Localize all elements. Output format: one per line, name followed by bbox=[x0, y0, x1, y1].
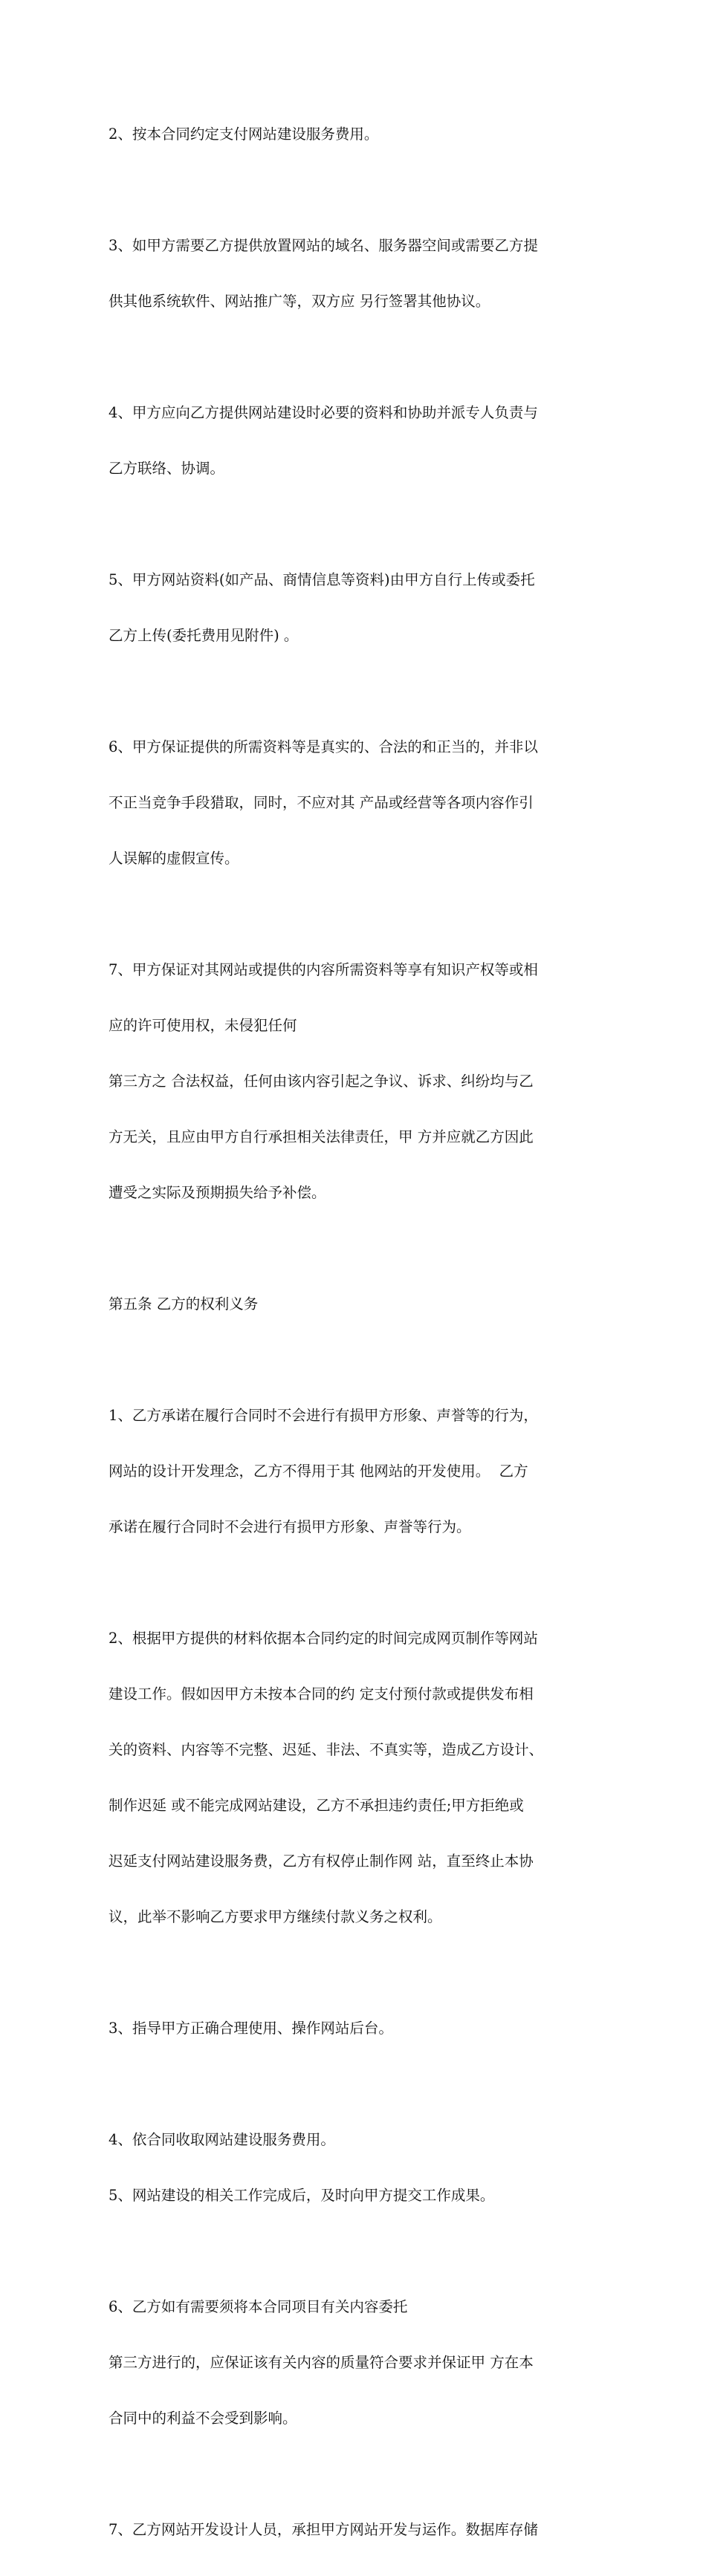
text-line: 建设工作。假如因甲方未按本合同的约 定支付预付款或提供发布相 bbox=[109, 1685, 534, 1702]
text-line: 3、如甲方需要乙方提供放置网站的域名、服务器空间或需要乙方提 bbox=[109, 237, 538, 254]
text-line: 5、甲方网站资料(如产品、商情信息等资料)由甲方自行上传或委托 bbox=[109, 571, 535, 588]
paragraph-obligation-4-5 bbox=[109, 2093, 606, 2242]
text-line: 乙方上传(委托费用见附件) 。 bbox=[109, 627, 299, 644]
text-line: 7、甲方保证对其网站或提供的内容所需资料等享有知识产权等或相 bbox=[109, 961, 538, 978]
text-line: 应的许可使用权，未侵犯任何 bbox=[109, 1017, 297, 1034]
text-line: 第五条 乙方的权利义务 bbox=[109, 1295, 259, 1313]
paragraph-item-2 bbox=[109, 88, 606, 180]
text-line: 网站的设计开发理念，乙方不得用于其 他网站的开发使用。 乙方 bbox=[109, 1463, 528, 1480]
text-line: 议，此举不影响乙方要求甲方继续付款义务之权利。 bbox=[109, 1908, 442, 1925]
paragraph-item-3 bbox=[109, 199, 606, 348]
text-line: 制作迟延 或不能完成网站建设，乙方不承担违约责任;甲方拒绝或 bbox=[109, 1797, 524, 1814]
paragraph-obligation-2 bbox=[109, 1592, 606, 1963]
text-line: 2、根据甲方提供的材料依据本合同约定的时间完成网页制作等网站 bbox=[109, 1630, 538, 1647]
text-line: 承诺在履行合同时不会进行有损甲方形象、声誉等行为。 bbox=[109, 1518, 471, 1535]
paragraph-item-4 bbox=[109, 366, 606, 515]
text-line: 迟延支付网站建设服务费，乙方有权停止制作网 站，直至终止本协 bbox=[109, 1853, 534, 1870]
document-page bbox=[109, 88, 606, 2576]
text-line: 方无关，且应由甲方自行承担相关法律责任，甲 方并应就乙方因此 bbox=[109, 1128, 534, 1145]
text-line: 6、甲方保证提供的所需资料等是真实的、合法的和正当的，并非以 bbox=[109, 738, 538, 755]
text-line: 7、乙方网站开发设计人员，承担甲方网站开发与运作。数据库存储 bbox=[109, 2521, 538, 2538]
paragraph-obligation-3 bbox=[109, 1982, 606, 2075]
text-line: 第三方进行的，应保证该有关内容的质量符合要求并保证甲 方在本 bbox=[109, 2354, 534, 2371]
paragraph-item-5 bbox=[109, 533, 606, 682]
text-line: 供其他系统软件、网站推广等，双方应 另行签署其他协议。 bbox=[109, 293, 490, 310]
text-line: 不正当竞争手段猎取，同时，不应对其 产品或经营等各项内容作引 bbox=[109, 794, 534, 811]
text-line: 人误解的虚假宣传。 bbox=[109, 850, 239, 867]
section-heading bbox=[109, 1258, 606, 1350]
text-line: 3、指导甲方正确合理使用、操作网站后台。 bbox=[109, 2020, 393, 2037]
paragraph-item-6 bbox=[109, 700, 606, 905]
text-line: 遭受之实际及预期损失给予补偿。 bbox=[109, 1184, 326, 1201]
text-line: 6、乙方如有需要须将本合同项目有关内容委托 bbox=[109, 2298, 408, 2315]
text-line: 5、网站建设的相关工作完成后，及时向甲方提交工作成果。 bbox=[109, 2187, 495, 2204]
text-line: 4、依合同收取网站建设服务费用。 bbox=[109, 2131, 335, 2148]
paragraph-obligation-1 bbox=[109, 1369, 606, 1573]
text-line: 1、乙方承诺在履行合同时不会进行有损甲方形象、声誉等的行为， bbox=[109, 1407, 538, 1424]
paragraph-obligation-7 bbox=[109, 2483, 606, 2576]
text-line: 第三方之 合法权益，任何由该内容引起之争议、诉求、纠纷均与乙 bbox=[109, 1073, 534, 1090]
text-line: 2、按本合同约定支付网站建设服务费用。 bbox=[109, 126, 379, 143]
text-line: 关的资料、内容等不完整、迟延、非法、不真实等，造成乙方设计、 bbox=[109, 1741, 544, 1758]
paragraph-obligation-6 bbox=[109, 2260, 606, 2465]
text-line: 4、甲方应向乙方提供网站建设时必要的资料和协助并派专人负责与 bbox=[109, 404, 538, 421]
paragraph-item-7 bbox=[109, 923, 606, 1239]
text-line: 合同中的利益不会受到影响。 bbox=[109, 2410, 297, 2427]
text-line: 乙方联络、协调。 bbox=[109, 460, 225, 477]
